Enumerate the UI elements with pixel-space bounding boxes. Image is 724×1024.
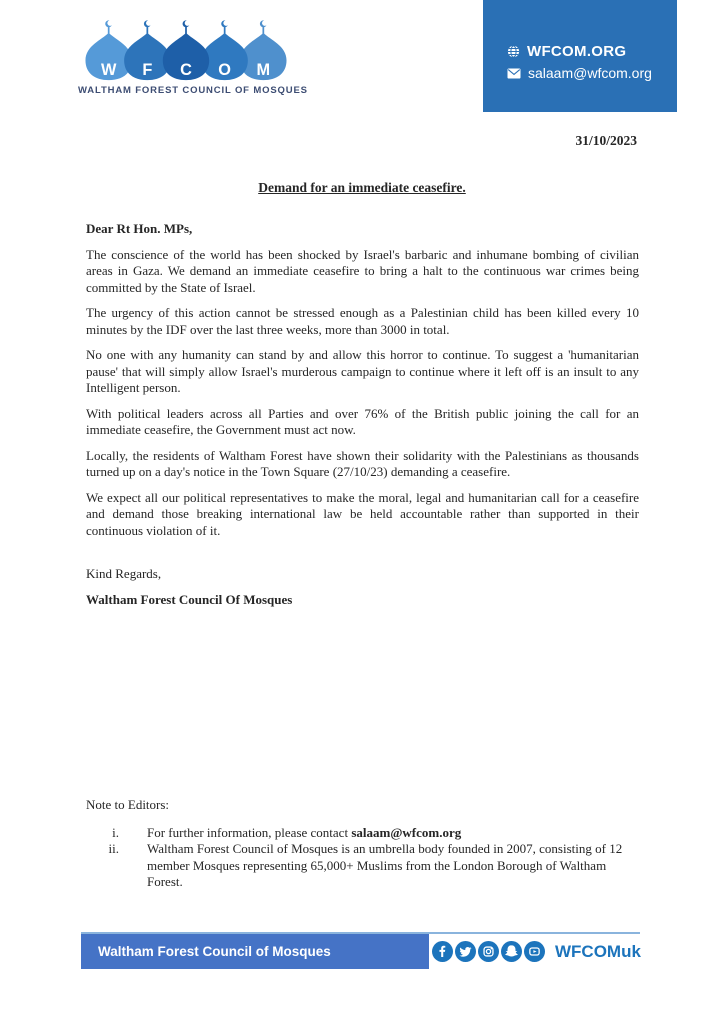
wfcom-logo <box>78 20 308 96</box>
logo-letter-c: C <box>180 60 192 79</box>
footer-social-row <box>432 934 641 969</box>
social-handle[interactable]: WFCOMuk <box>555 941 641 961</box>
facebook-icon[interactable] <box>432 941 453 962</box>
logo-letter-m: M <box>256 60 271 79</box>
letter-date: 31/10/2023 <box>575 133 637 148</box>
letter-title: Demand for an immediate ceasefire. <box>258 180 466 195</box>
snapchat-icon[interactable] <box>501 941 522 962</box>
email-link[interactable]: salaam@wfcom.org <box>528 65 652 81</box>
paragraph-3: No one with any humanity can stand by and allow this horror to continue. To suggest a 'humanitarian pause' that will simply allow Israel's murderous campaign to continue where it left off is an insult to any Intelligent person. <box>86 347 639 395</box>
notes-section <box>86 797 642 891</box>
website-link[interactable]: WFCOM.ORG <box>527 43 627 60</box>
paragraph-5: Locally, the residents of Waltham Forest have shown their solidarity with the Palestinians as thousands turned up on a day's notice in the Town Square (27/10/23) demanding a ceasefire. <box>86 447 639 479</box>
website-row <box>507 43 677 60</box>
crescent-finials <box>105 20 267 33</box>
email-row <box>507 65 677 81</box>
note-numeral: ii. <box>108 841 119 856</box>
footer-bar-text: Waltham Forest Council of Mosques <box>98 944 331 959</box>
notes-heading: Note to Editors: <box>86 797 170 812</box>
note-text <box>147 825 642 842</box>
instagram-icon[interactable] <box>478 941 499 962</box>
note-numeral: i. <box>112 824 119 840</box>
twitter-icon[interactable] <box>455 941 476 962</box>
logo-caption: WALTHAM FOREST COUNCIL OF MOSQUES <box>78 85 308 96</box>
paragraph-1: The conscience of the world has been shocked by Israel's barbaric and inhumane bombing of civilian areas in Gaza. We demand an immediate ceasefire to bring a halt to the continuous war crimes being committed by the State of Israel. <box>86 246 639 295</box>
logo-letter-o: O <box>218 60 232 79</box>
paragraph-6: We expect all our political representatives to make the moral, legal and humanitarian call for a ceasefire and demand those breaking international law be held accountable rather than supported in their continuous violation of it. <box>86 489 639 538</box>
globe-icon <box>507 45 520 58</box>
logo-letter-w: W <box>100 60 117 79</box>
contact-box <box>483 0 677 112</box>
youtube-icon[interactable] <box>524 941 545 962</box>
signature: Waltham Forest Council Of Mosques <box>86 591 293 607</box>
logo-letter-f: F <box>142 60 153 79</box>
envelope-icon <box>507 68 521 79</box>
closing: Kind Regards, <box>86 566 162 581</box>
note-item-1 <box>86 825 642 842</box>
note-text-plain: For further information, please contact <box>147 824 352 840</box>
note-item-2 <box>86 841 642 891</box>
paragraph-2: The urgency of this action cannot be stressed enough as a Palestinian child has been killed every 10 minutes by the IDF over the last three weeks, more than 3000 in total. <box>86 305 639 337</box>
note-email-link[interactable]: salaam@wfcom.org <box>351 824 462 840</box>
footer-bar <box>81 934 429 969</box>
salutation: Dear Rt Hon. MPs, <box>86 221 193 236</box>
mosque-domes-graphic <box>78 20 294 81</box>
letter-body <box>86 221 639 617</box>
note-text: Waltham Forest Council of Mosques is an umbrella body founded in 2007, consisting of 12 member Mosques representing 65,000+ Muslims from the London Borough of Waltham Forest. <box>147 841 623 889</box>
paragraph-4: With political leaders across all Parties and over 76% of the British public joining the call for an immediate ceasefire, the Government must act now. <box>86 405 639 437</box>
